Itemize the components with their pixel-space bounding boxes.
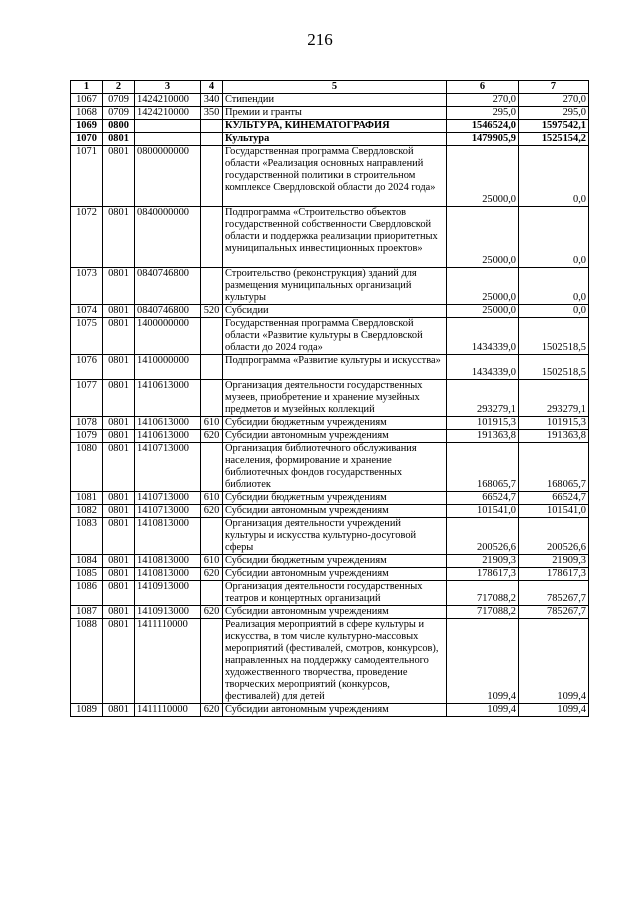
table-row (71, 492, 589, 505)
table-row (71, 606, 589, 619)
target-code (135, 133, 201, 146)
expense-type (201, 268, 223, 305)
expense-type: 350 (201, 107, 223, 120)
amount-col6: 717088,2 (447, 581, 519, 606)
column-header: 3 (135, 81, 201, 94)
section-code: 0709 (103, 94, 135, 107)
amount-col6: 1099,4 (447, 619, 519, 704)
expense-type: 620 (201, 568, 223, 581)
section-code: 0800 (103, 120, 135, 133)
section-code: 0801 (103, 207, 135, 268)
expense-type (201, 133, 223, 146)
item-name: Субсидии бюджетным учреждениям (223, 492, 447, 505)
amount-col7: 0,0 (519, 146, 589, 207)
amount-col6: 1434339,0 (447, 318, 519, 355)
item-name: Подпрограмма «Строительство объектов государственной собственности Свердловской области и поддержка реализации приоритетных муниципальных инвестиционных проектов» (223, 207, 447, 268)
table-row (71, 133, 589, 146)
amount-col7: 1502518,5 (519, 355, 589, 380)
column-header: 4 (201, 81, 223, 94)
section-code: 0801 (103, 318, 135, 355)
amount-col7: 1525154,2 (519, 133, 589, 146)
amount-col7: 21909,3 (519, 555, 589, 568)
table-row (71, 146, 589, 207)
expense-type (201, 120, 223, 133)
section-code: 0801 (103, 268, 135, 305)
column-header: 6 (447, 81, 519, 94)
amount-col7: 1099,4 (519, 619, 589, 704)
amount-col6: 717088,2 (447, 606, 519, 619)
target-code (135, 120, 201, 133)
target-code: 1410713000 (135, 505, 201, 518)
table-row (71, 704, 589, 717)
amount-col7: 191363,8 (519, 430, 589, 443)
amount-col6: 25000,0 (447, 207, 519, 268)
table-row (71, 318, 589, 355)
table-row (71, 555, 589, 568)
item-name: Строительство (реконструкция) зданий для размещения муниципальных организаций культуры (223, 268, 447, 305)
column-header: 2 (103, 81, 135, 94)
column-header: 7 (519, 81, 589, 94)
target-code: 1410813000 (135, 518, 201, 555)
target-code: 0840000000 (135, 207, 201, 268)
expense-type: 610 (201, 492, 223, 505)
item-name: Субсидии автономным учреждениям (223, 568, 447, 581)
target-code: 1410713000 (135, 492, 201, 505)
table-row (71, 355, 589, 380)
amount-col6: 25000,0 (447, 268, 519, 305)
table-row (71, 581, 589, 606)
target-code: 1410813000 (135, 568, 201, 581)
row-number: 1083 (71, 518, 103, 555)
target-code: 0840746800 (135, 268, 201, 305)
section-code: 0709 (103, 107, 135, 120)
target-code: 1410913000 (135, 606, 201, 619)
amount-col7: 101541,0 (519, 505, 589, 518)
section-code: 0801 (103, 704, 135, 717)
budget-table (70, 80, 589, 717)
table-body (71, 94, 589, 717)
section-code: 0801 (103, 430, 135, 443)
item-name: Организация библиотечного обслуживания населения, формирование и хранение библиотечных фондов государственных библиотек (223, 443, 447, 492)
row-number: 1070 (71, 133, 103, 146)
amount-col6: 1479905,9 (447, 133, 519, 146)
target-code: 1410000000 (135, 355, 201, 380)
expense-type (201, 355, 223, 380)
section-code: 0801 (103, 568, 135, 581)
section-code: 0801 (103, 518, 135, 555)
item-name: Государственная программа Свердловской области «Реализация основных направлений государственной политики в строительном комплексе Свердловской области до 2024 года» (223, 146, 447, 207)
amount-col7: 295,0 (519, 107, 589, 120)
item-name: Реализация мероприятий в сфере культуры и искусства, в том числе культурно-массовых мероприятий (фестивалей, смотров, конкурсов), направленных на поддержку самодеятельного художественного творчества, проведение творческих мероприятий (конкурсов, фестивалей) для детей (223, 619, 447, 704)
expense-type: 620 (201, 704, 223, 717)
row-number: 1078 (71, 417, 103, 430)
amount-col6: 200526,6 (447, 518, 519, 555)
row-number: 1067 (71, 94, 103, 107)
section-code: 0801 (103, 305, 135, 318)
amount-col6: 25000,0 (447, 146, 519, 207)
row-number: 1089 (71, 704, 103, 717)
amount-col6: 191363,8 (447, 430, 519, 443)
row-number: 1071 (71, 146, 103, 207)
row-number: 1088 (71, 619, 103, 704)
amount-col7: 785267,7 (519, 581, 589, 606)
target-code: 1410813000 (135, 555, 201, 568)
target-code: 1410713000 (135, 443, 201, 492)
item-name: Организация деятельности учреждений культуры и искусства культурно-досуговой сферы (223, 518, 447, 555)
target-code: 1424210000 (135, 94, 201, 107)
amount-col6: 1099,4 (447, 704, 519, 717)
item-name: Субсидии бюджетным учреждениям (223, 417, 447, 430)
row-number: 1080 (71, 443, 103, 492)
item-name: Субсидии (223, 305, 447, 318)
table-row (71, 417, 589, 430)
amount-col7: 0,0 (519, 268, 589, 305)
amount-col6: 295,0 (447, 107, 519, 120)
expense-type (201, 581, 223, 606)
table-row (71, 518, 589, 555)
amount-col6: 25000,0 (447, 305, 519, 318)
amount-col7: 178617,3 (519, 568, 589, 581)
expense-type (201, 619, 223, 704)
section-code: 0801 (103, 606, 135, 619)
table-row (71, 107, 589, 120)
table-row (71, 443, 589, 492)
amount-col7: 785267,7 (519, 606, 589, 619)
amount-col7: 0,0 (519, 207, 589, 268)
expense-type (201, 207, 223, 268)
item-name: Субсидии автономным учреждениям (223, 505, 447, 518)
expense-type (201, 518, 223, 555)
amount-col7: 1099,4 (519, 704, 589, 717)
target-code: 1410913000 (135, 581, 201, 606)
section-code: 0801 (103, 555, 135, 568)
amount-col6: 1546524,0 (447, 120, 519, 133)
row-number: 1082 (71, 505, 103, 518)
item-name: Организация деятельности государственных театров и концертных организаций (223, 581, 447, 606)
amount-col7: 0,0 (519, 305, 589, 318)
expense-type: 520 (201, 305, 223, 318)
item-name: Культура (223, 133, 447, 146)
section-code: 0801 (103, 443, 135, 492)
expense-type: 620 (201, 505, 223, 518)
amount-col7: 168065,7 (519, 443, 589, 492)
section-code: 0801 (103, 355, 135, 380)
row-number: 1085 (71, 568, 103, 581)
row-number: 1079 (71, 430, 103, 443)
amount-col7: 270,0 (519, 94, 589, 107)
row-number: 1076 (71, 355, 103, 380)
item-name: Субсидии автономным учреждениям (223, 430, 447, 443)
target-code: 1410613000 (135, 430, 201, 443)
amount-col6: 66524,7 (447, 492, 519, 505)
table-row (71, 207, 589, 268)
row-number: 1077 (71, 380, 103, 417)
expense-type: 620 (201, 430, 223, 443)
target-code: 1410613000 (135, 380, 201, 417)
row-number: 1074 (71, 305, 103, 318)
amount-col6: 1434339,0 (447, 355, 519, 380)
amount-col6: 168065,7 (447, 443, 519, 492)
row-number: 1087 (71, 606, 103, 619)
page-number: 216 (307, 30, 333, 49)
amount-col7: 66524,7 (519, 492, 589, 505)
row-number: 1069 (71, 120, 103, 133)
column-header: 5 (223, 81, 447, 94)
item-name: Государственная программа Свердловской области «Развитие культуры в Свердловской области до 2024 года» (223, 318, 447, 355)
table-row (71, 120, 589, 133)
amount-col6: 270,0 (447, 94, 519, 107)
amount-col6: 101915,3 (447, 417, 519, 430)
section-code: 0801 (103, 133, 135, 146)
item-name: Субсидии автономным учреждениям (223, 606, 447, 619)
section-code: 0801 (103, 505, 135, 518)
expense-type (201, 318, 223, 355)
table-row (71, 430, 589, 443)
section-code: 0801 (103, 492, 135, 505)
item-name: КУЛЬТУРА, КИНЕМАТОГРАФИЯ (223, 120, 447, 133)
table-row (71, 94, 589, 107)
item-name: Стипендии (223, 94, 447, 107)
table-header-row (71, 81, 589, 94)
item-name: Подпрограмма «Развитие культуры и искусства» (223, 355, 447, 380)
target-code: 1400000000 (135, 318, 201, 355)
expense-type (201, 146, 223, 207)
row-number: 1081 (71, 492, 103, 505)
section-code: 0801 (103, 146, 135, 207)
amount-col7: 101915,3 (519, 417, 589, 430)
table-row (71, 268, 589, 305)
expense-type (201, 380, 223, 417)
row-number: 1084 (71, 555, 103, 568)
amount-col6: 21909,3 (447, 555, 519, 568)
amount-col7: 1502518,5 (519, 318, 589, 355)
target-code: 0840746800 (135, 305, 201, 318)
table-row (71, 619, 589, 704)
amount-col7: 200526,6 (519, 518, 589, 555)
section-code: 0801 (103, 417, 135, 430)
item-name: Субсидии автономным учреждениям (223, 704, 447, 717)
target-code: 1410613000 (135, 417, 201, 430)
target-code: 1411110000 (135, 704, 201, 717)
row-number: 1068 (71, 107, 103, 120)
row-number: 1086 (71, 581, 103, 606)
expense-type (201, 443, 223, 492)
item-name: Премии и гранты (223, 107, 447, 120)
item-name: Организация деятельности государственных музеев, приобретение и хранение музейных предметов и музейных коллекций (223, 380, 447, 417)
expense-type: 620 (201, 606, 223, 619)
table-row (71, 568, 589, 581)
amount-col6: 101541,0 (447, 505, 519, 518)
section-code: 0801 (103, 619, 135, 704)
table-row (71, 505, 589, 518)
expense-type: 340 (201, 94, 223, 107)
row-number: 1072 (71, 207, 103, 268)
target-code: 1424210000 (135, 107, 201, 120)
amount-col7: 1597542,1 (519, 120, 589, 133)
row-number: 1075 (71, 318, 103, 355)
expense-type: 610 (201, 555, 223, 568)
column-header: 1 (71, 81, 103, 94)
table-row (71, 305, 589, 318)
item-name: Субсидии бюджетным учреждениям (223, 555, 447, 568)
table-row (71, 380, 589, 417)
row-number: 1073 (71, 268, 103, 305)
amount-col7: 293279,1 (519, 380, 589, 417)
target-code: 1411110000 (135, 619, 201, 704)
target-code: 0800000000 (135, 146, 201, 207)
amount-col6: 293279,1 (447, 380, 519, 417)
section-code: 0801 (103, 581, 135, 606)
amount-col6: 178617,3 (447, 568, 519, 581)
expense-type: 610 (201, 417, 223, 430)
section-code: 0801 (103, 380, 135, 417)
